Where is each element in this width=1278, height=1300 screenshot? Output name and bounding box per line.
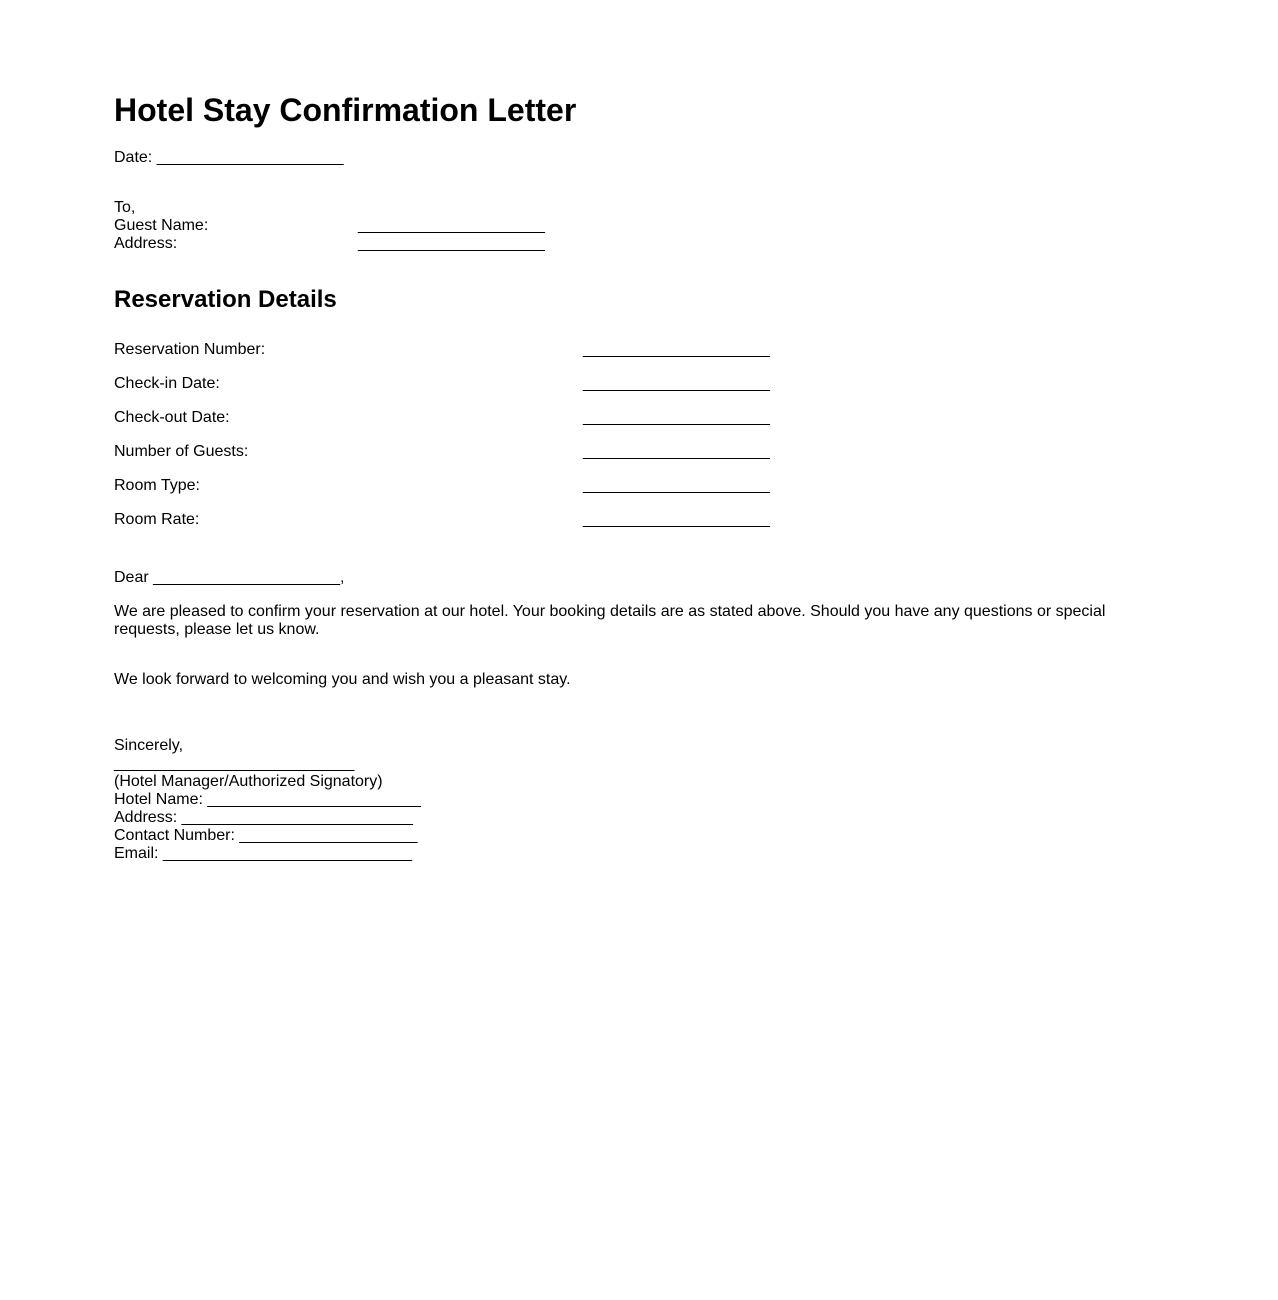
- guest-name-blank: _____________________: [358, 217, 545, 234]
- reservation-details-heading: Reservation Details: [114, 286, 337, 313]
- room-type-label: Room Type:: [114, 477, 200, 494]
- hotel-name-field: Hotel Name: ________________________: [114, 791, 421, 808]
- number-of-guests-label: Number of Guests:: [114, 443, 249, 460]
- salutation: Dear _____________________,: [114, 569, 345, 586]
- to-label: To,: [114, 199, 136, 216]
- closing-sincerely: Sincerely,: [114, 737, 184, 754]
- room-rate-label: Room Rate:: [114, 511, 200, 528]
- reservation-number-blank: _____________________: [583, 341, 770, 358]
- hotel-address-field: Address: __________________________: [114, 809, 413, 826]
- body-paragraph-welcome: We look forward to welcoming you and wish you a pleasant stay.: [114, 671, 571, 688]
- check-in-date-label: Check-in Date:: [114, 375, 220, 392]
- body-paragraph-confirmation: We are pleased to confirm your reservation at our hotel. Your booking details are as stated above. Should you have any questions or special requests, please let us know.: [114, 603, 1106, 638]
- room-type-blank: _____________________: [583, 477, 770, 494]
- guest-name-label: Guest Name:: [114, 217, 209, 234]
- check-in-date-blank: _____________________: [583, 375, 770, 392]
- address-label: Address:: [114, 235, 178, 252]
- page-title: Hotel Stay Confirmation Letter: [114, 92, 577, 128]
- email-field: Email: ____________________________: [114, 845, 413, 862]
- number-of-guests-blank: _____________________: [583, 443, 770, 460]
- signatory-title: (Hotel Manager/Authorized Signatory): [114, 773, 383, 790]
- reservation-number-label: Reservation Number:: [114, 341, 266, 358]
- room-rate-blank: _____________________: [583, 511, 770, 528]
- contact-number-field: Contact Number: ____________________: [114, 827, 418, 844]
- check-out-date-blank: _____________________: [583, 409, 770, 426]
- date-field: Date: _____________________: [114, 149, 344, 166]
- address-blank: _____________________: [358, 235, 545, 252]
- signature-line: ___________________________: [114, 755, 355, 772]
- check-out-date-label: Check-out Date:: [114, 409, 230, 426]
